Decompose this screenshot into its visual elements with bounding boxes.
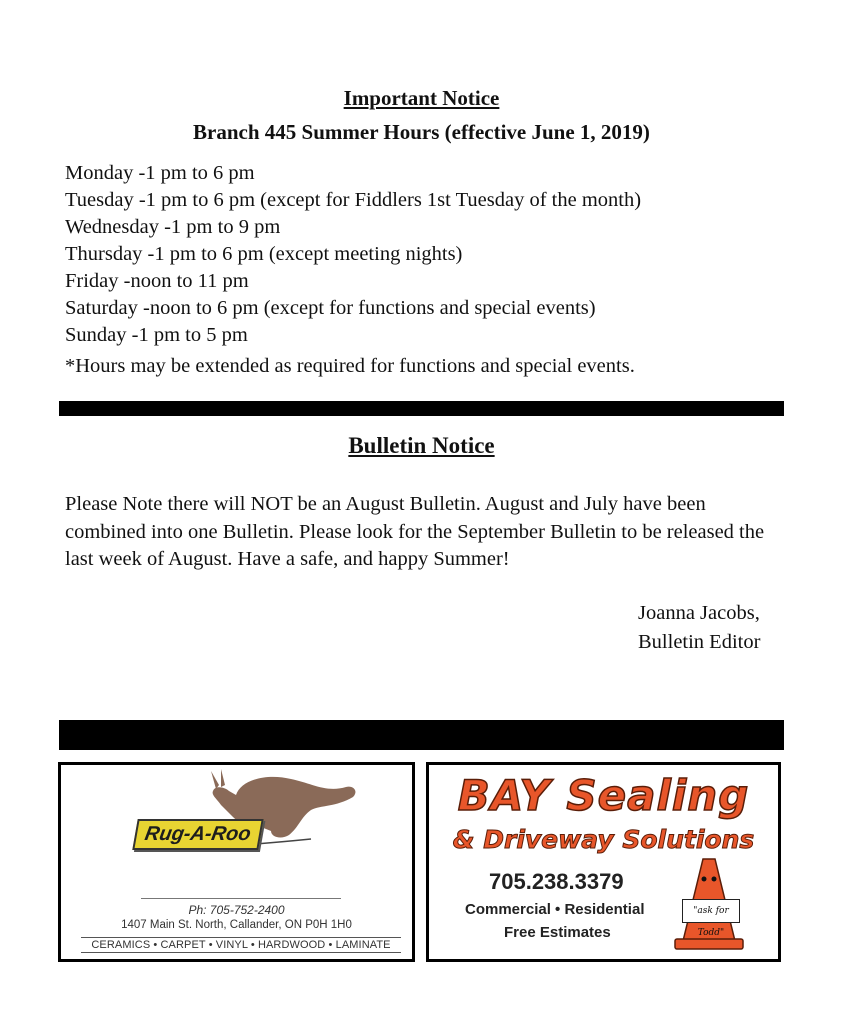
bay-sealing-ad — [426, 762, 781, 962]
summer-hours-title: Branch 445 Summer Hours (effective June 1, 2019) — [193, 120, 650, 144]
cone-sign: "ask for Todd" — [682, 899, 740, 923]
hours-sunday: Sunday -1 pm to 5 pm — [65, 324, 248, 346]
signature — [638, 599, 760, 657]
divider-bar — [59, 401, 784, 416]
rugaroo-phone: Ph: 705-752-2400 — [188, 903, 285, 917]
bulletin-body: Please Note there will NOT be an August Bulletin. August and July have been combined into one Bulletin. Please look for the September Bulletin to be released the last week of August. Have a safe, and happy Summer! — [65, 493, 765, 570]
kangaroo-icon — [121, 765, 361, 865]
hours-note: *Hours may be extended as required for functions and special events. — [65, 355, 635, 377]
signature-name: Joanna Jacobs, — [638, 602, 760, 624]
bulletin-notice-title: Bulletin Notice — [348, 433, 495, 458]
rugaroo-products: CERAMICS • CARPET • VINYL • HARDWOOD • LAMINATE — [81, 937, 401, 953]
hours-list — [65, 160, 641, 349]
rugaroo-divider — [141, 898, 341, 899]
divider-bar-thick — [59, 720, 784, 750]
hours-monday: Monday -1 pm to 6 pm — [65, 162, 255, 184]
hours-thursday: Thursday -1 pm to 6 pm (except meeting nights) — [65, 243, 463, 265]
rugaroo-address: 1407 Main St. North, Callander, ON P0H 1H0 — [121, 919, 352, 931]
hours-saturday: Saturday -noon to 6 pm (except for functions and special events) — [65, 297, 596, 319]
bay-services: Commercial • Residential — [465, 901, 645, 918]
hours-tuesday: Tuesday -1 pm to 6 pm (except for Fiddlers 1st Tuesday of the month) — [65, 189, 642, 211]
bay-sealing-subtitle: & Driveway Solutions — [452, 825, 755, 854]
bay-estimates: Free Estimates — [504, 924, 611, 941]
bay-sealing-title: BAY Sealing — [457, 771, 750, 820]
rugaroo-logo: Rug-A-Roo — [132, 819, 263, 850]
important-notice-title: Important Notice — [343, 86, 500, 110]
hours-friday: Friday -noon to 11 pm — [65, 270, 249, 292]
hours-wednesday: Wednesday -1 pm to 9 pm — [65, 216, 281, 238]
rugaroo-ad — [58, 762, 415, 962]
bay-phone: 705.238.3379 — [489, 869, 624, 894]
signature-role: Bulletin Editor — [638, 631, 761, 653]
